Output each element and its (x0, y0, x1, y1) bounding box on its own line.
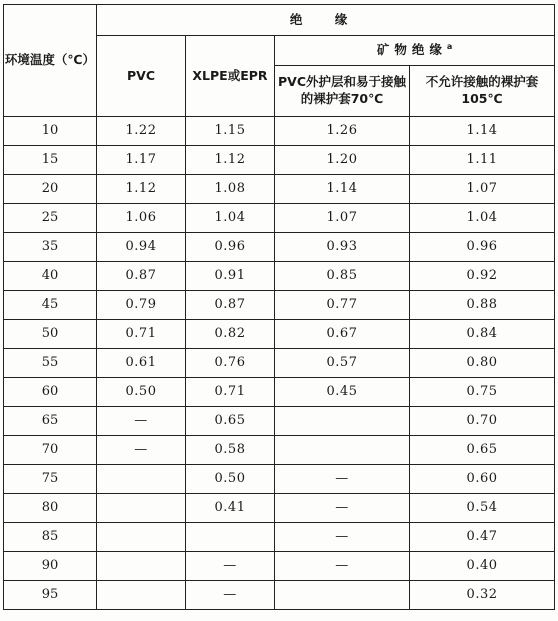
cell-pvc: 1.12 (97, 175, 186, 204)
cell-mineral-pvc: 0.57 (275, 349, 410, 378)
cell-xlpe: 0.41 (186, 494, 275, 523)
cell-mineral-bare: 1.11 (410, 146, 555, 175)
cell-mineral-pvc: — (275, 552, 410, 581)
cell-mineral-pvc: 0.45 (275, 378, 410, 407)
cell-mineral-bare: 0.54 (410, 494, 555, 523)
header-temperature: 环境温度（℃） (4, 5, 97, 117)
cell-temperature: 70 (4, 436, 97, 465)
cell-pvc: 0.61 (97, 349, 186, 378)
header-mineral (275, 36, 555, 66)
cell-mineral-pvc: 1.26 (275, 117, 410, 146)
cell-mineral-bare: 0.84 (410, 320, 555, 349)
header-mineral-note: a (446, 41, 453, 51)
cell-mineral-bare: 0.70 (410, 407, 555, 436)
cell-mineral-pvc: 1.07 (275, 204, 410, 233)
cell-temperature: 65 (4, 407, 97, 436)
cell-pvc: — (97, 407, 186, 436)
table-row (4, 320, 555, 349)
cell-mineral-pvc (275, 407, 410, 436)
cell-mineral-bare: 1.14 (410, 117, 555, 146)
table-row (4, 523, 555, 552)
cell-temperature: 15 (4, 146, 97, 175)
table-row (4, 262, 555, 291)
cell-temperature: 35 (4, 233, 97, 262)
cell-temperature: 90 (4, 552, 97, 581)
cell-pvc (97, 494, 186, 523)
cell-mineral-bare: 0.96 (410, 233, 555, 262)
cell-pvc (97, 552, 186, 581)
cell-xlpe: 0.65 (186, 407, 275, 436)
table-row (4, 146, 555, 175)
cell-pvc: 0.50 (97, 378, 186, 407)
cell-mineral-pvc: 0.77 (275, 291, 410, 320)
cell-pvc (97, 581, 186, 610)
cell-pvc (97, 523, 186, 552)
cell-xlpe: 0.76 (186, 349, 275, 378)
cell-mineral-pvc: 0.93 (275, 233, 410, 262)
cell-mineral-pvc: — (275, 494, 410, 523)
table-row (4, 494, 555, 523)
cell-pvc: 0.71 (97, 320, 186, 349)
cell-temperature: 20 (4, 175, 97, 204)
table-row (4, 436, 555, 465)
cell-mineral-bare: 0.92 (410, 262, 555, 291)
cell-xlpe: 1.04 (186, 204, 275, 233)
cell-temperature: 50 (4, 320, 97, 349)
cell-mineral-pvc: — (275, 523, 410, 552)
table-row (4, 117, 555, 146)
cell-pvc: 1.17 (97, 146, 186, 175)
table-body (4, 117, 555, 610)
cell-xlpe: 0.87 (186, 291, 275, 320)
cell-pvc: 1.22 (97, 117, 186, 146)
table-row (4, 407, 555, 436)
cell-xlpe: 0.50 (186, 465, 275, 494)
cell-mineral-bare: 0.88 (410, 291, 555, 320)
cell-pvc: 0.79 (97, 291, 186, 320)
table-row (4, 552, 555, 581)
cell-mineral-pvc: 0.85 (275, 262, 410, 291)
cell-temperature: 60 (4, 378, 97, 407)
table-row (4, 291, 555, 320)
table-row (4, 378, 555, 407)
cell-xlpe: 1.12 (186, 146, 275, 175)
cell-xlpe: 1.15 (186, 117, 275, 146)
cell-mineral-bare: 0.60 (410, 465, 555, 494)
header-mineral-bare: 不允许接触的裸护套105℃ (410, 66, 555, 117)
cell-pvc: 0.87 (97, 262, 186, 291)
cell-pvc: 1.06 (97, 204, 186, 233)
cell-mineral-bare: 0.47 (410, 523, 555, 552)
header-pvc: PVC (97, 36, 186, 117)
cell-mineral-bare: 0.32 (410, 581, 555, 610)
cell-mineral-pvc (275, 581, 410, 610)
cell-temperature: 10 (4, 117, 97, 146)
cell-temperature: 45 (4, 291, 97, 320)
table-row (4, 581, 555, 610)
cell-xlpe: — (186, 552, 275, 581)
table-row (4, 233, 555, 262)
cell-xlpe (186, 523, 275, 552)
cell-mineral-bare: 1.07 (410, 175, 555, 204)
cell-mineral-pvc: 1.14 (275, 175, 410, 204)
cell-mineral-pvc: 0.67 (275, 320, 410, 349)
cell-temperature: 55 (4, 349, 97, 378)
cell-pvc (97, 465, 186, 494)
cell-xlpe: 1.08 (186, 175, 275, 204)
table-row (4, 349, 555, 378)
cell-temperature: 80 (4, 494, 97, 523)
cell-xlpe: — (186, 581, 275, 610)
header-xlpe: XLPE或EPR (186, 36, 275, 117)
cell-temperature: 95 (4, 581, 97, 610)
table-row (4, 204, 555, 233)
cell-pvc: — (97, 436, 186, 465)
cell-xlpe: 0.58 (186, 436, 275, 465)
correction-factor-table (3, 4, 555, 610)
cell-temperature: 75 (4, 465, 97, 494)
cell-mineral-bare: 1.04 (410, 204, 555, 233)
cell-mineral-bare: 0.40 (410, 552, 555, 581)
cell-xlpe: 0.82 (186, 320, 275, 349)
cell-mineral-pvc (275, 436, 410, 465)
cell-temperature: 25 (4, 204, 97, 233)
cell-mineral-pvc: — (275, 465, 410, 494)
header-mineral-label: 矿物绝缘 (376, 42, 447, 58)
cell-temperature: 85 (4, 523, 97, 552)
table-row (4, 465, 555, 494)
header-mineral-pvc: PVC外护层和易于接触的裸护套70℃ (275, 66, 410, 117)
cell-temperature: 40 (4, 262, 97, 291)
cell-mineral-bare: 0.75 (410, 378, 555, 407)
cell-xlpe: 0.91 (186, 262, 275, 291)
cell-xlpe: 0.96 (186, 233, 275, 262)
cell-mineral-pvc: 1.20 (275, 146, 410, 175)
header-insulation: 绝 缘 (97, 5, 555, 36)
cell-pvc: 0.94 (97, 233, 186, 262)
cell-mineral-bare: 0.80 (410, 349, 555, 378)
cell-mineral-bare: 0.65 (410, 436, 555, 465)
table-row (4, 175, 555, 204)
cell-xlpe: 0.71 (186, 378, 275, 407)
